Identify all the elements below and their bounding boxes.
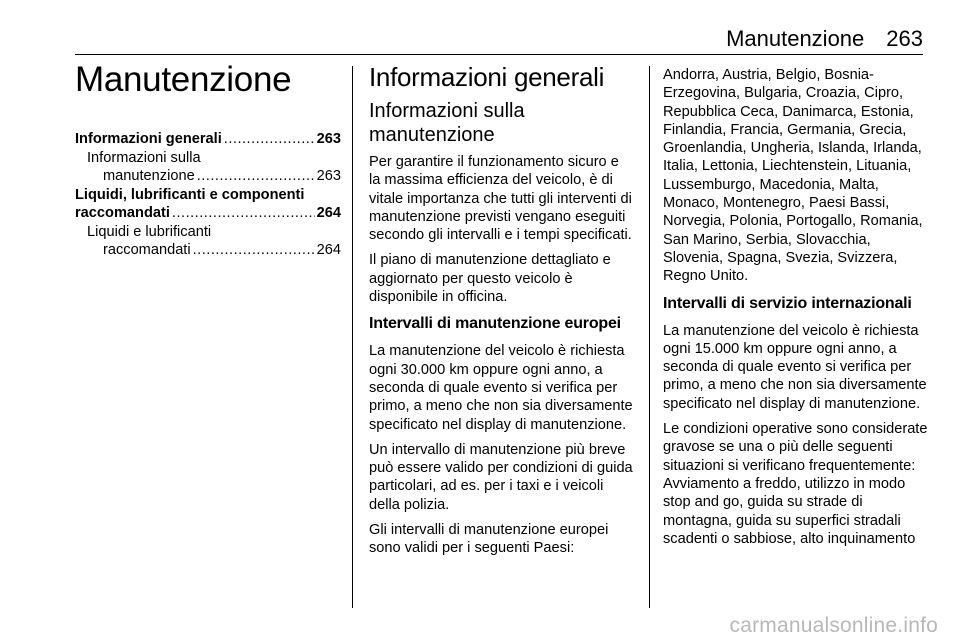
section-subtitle: Informazioni sulla manutenzione <box>369 100 525 146</box>
international-intervals-heading: Intervalli di servizio internazionali <box>663 294 912 312</box>
column-right <box>663 66 929 555</box>
toc-entry-page: 263 <box>316 131 341 147</box>
toc-entry[interactable] <box>75 186 341 223</box>
paragraph: Gli intervalli di manutenzione europei sono validi per i seguenti Paesi: <box>369 522 609 557</box>
watermark: carmanualsonline.info <box>729 614 938 637</box>
column-divider <box>352 66 353 608</box>
toc-leader-dots <box>193 241 315 260</box>
section-title: Informazioni generali <box>369 62 605 92</box>
toc-entry-label: Liquidi e lubrificanti <box>87 223 212 240</box>
european-intervals-heading: Intervalli di manutenzione europei <box>369 315 621 333</box>
toc-entry-label: Liquidi, lubrificanti e componenti <box>75 186 305 203</box>
toc-entry[interactable] <box>75 130 341 149</box>
column-middle <box>369 58 633 565</box>
toc-leader-dots <box>197 167 315 186</box>
paragraph: La manutenzione del veicolo è richiesta ogni 15.000 km oppure ogni anno, a seconda di quale evento si verifica per primo, a meno che non sia diversamente specificato nel display di manutenzione. <box>663 322 927 412</box>
toc-entry-page: 264 <box>316 205 341 221</box>
column-left <box>75 58 341 260</box>
toc-leader-dots <box>224 130 315 149</box>
paragraph: La manutenzione del veicolo è richiesta ogni 30.000 km oppure ogni anno, a seconda di quale evento si verifica per primo, a meno che non sia diversamente specificato nel display di manutenzione. <box>369 343 633 433</box>
toc-leader-dots <box>172 204 315 223</box>
toc-entry-label: Informazioni sulla <box>87 149 201 166</box>
toc-entry[interactable] <box>75 149 341 186</box>
header-section-title: Manutenzione <box>726 26 865 51</box>
country-list: Andorra, Austria, Belgio, Bosnia-Erzegovina, Bulgaria, Croazia, Cipro, Repubblica Ceca, Danimarca, Estonia, Finlandia, Francia, Germania, Grecia, Groenlandia, Ungheria, Islanda, Irlanda, Italia, Lettonia, Liechtenstein, Lituania, Lussemburgo, Macedonia, Malta, Monaco, Montenegro, Paesi Bassi, Norvegia, Polonia, Portogallo, Romania, San Marino, Serbia, Slovacchia, Slovenia, Spagna, Svezia, Svizzera, Regno Unito. <box>663 67 923 285</box>
toc-entry-page: 264 <box>316 242 341 258</box>
paragraph: Un intervallo di manutenzione più breve può essere valido per condizioni di guida particolari, ad es. per i taxi e i veicoli della polizia. <box>369 441 633 513</box>
toc-entry-label: Informazioni generali <box>75 131 222 147</box>
header-rule <box>75 54 923 55</box>
toc-entry-label-cont: raccomandati <box>75 205 170 221</box>
running-header <box>726 26 923 52</box>
paragraph: Per garantire il funzionamento sicuro e la massima efficienza del veicolo, è di vitale importanza che tutti gli interventi di manutenzione previsti vengano eseguiti secondo gli intervalli e i tempi specificati. <box>369 154 632 244</box>
table-of-contents <box>75 130 341 260</box>
header-page-number: 263 <box>886 26 923 51</box>
toc-entry-label-cont: raccomandati <box>103 242 191 258</box>
toc-entry[interactable] <box>75 223 341 260</box>
paragraph: Il piano di manutenzione dettagliato e aggiornato per questo veicolo è disponibile in officina. <box>369 252 611 306</box>
column-divider <box>649 66 650 608</box>
chapter-title: Manutenzione <box>75 60 292 99</box>
toc-entry-page: 263 <box>316 168 341 184</box>
toc-entry-label-cont: manutenzione <box>103 168 195 184</box>
paragraph: Le condizioni operative sono considerate gravose se una o più delle seguenti situazioni si verificano frequentemente: Avviamento a freddo, utilizzo in modo stop and go, guida su strade di montagna, guida su superfici stradali scadenti o sabbiose, alto inquinamento <box>663 421 928 547</box>
